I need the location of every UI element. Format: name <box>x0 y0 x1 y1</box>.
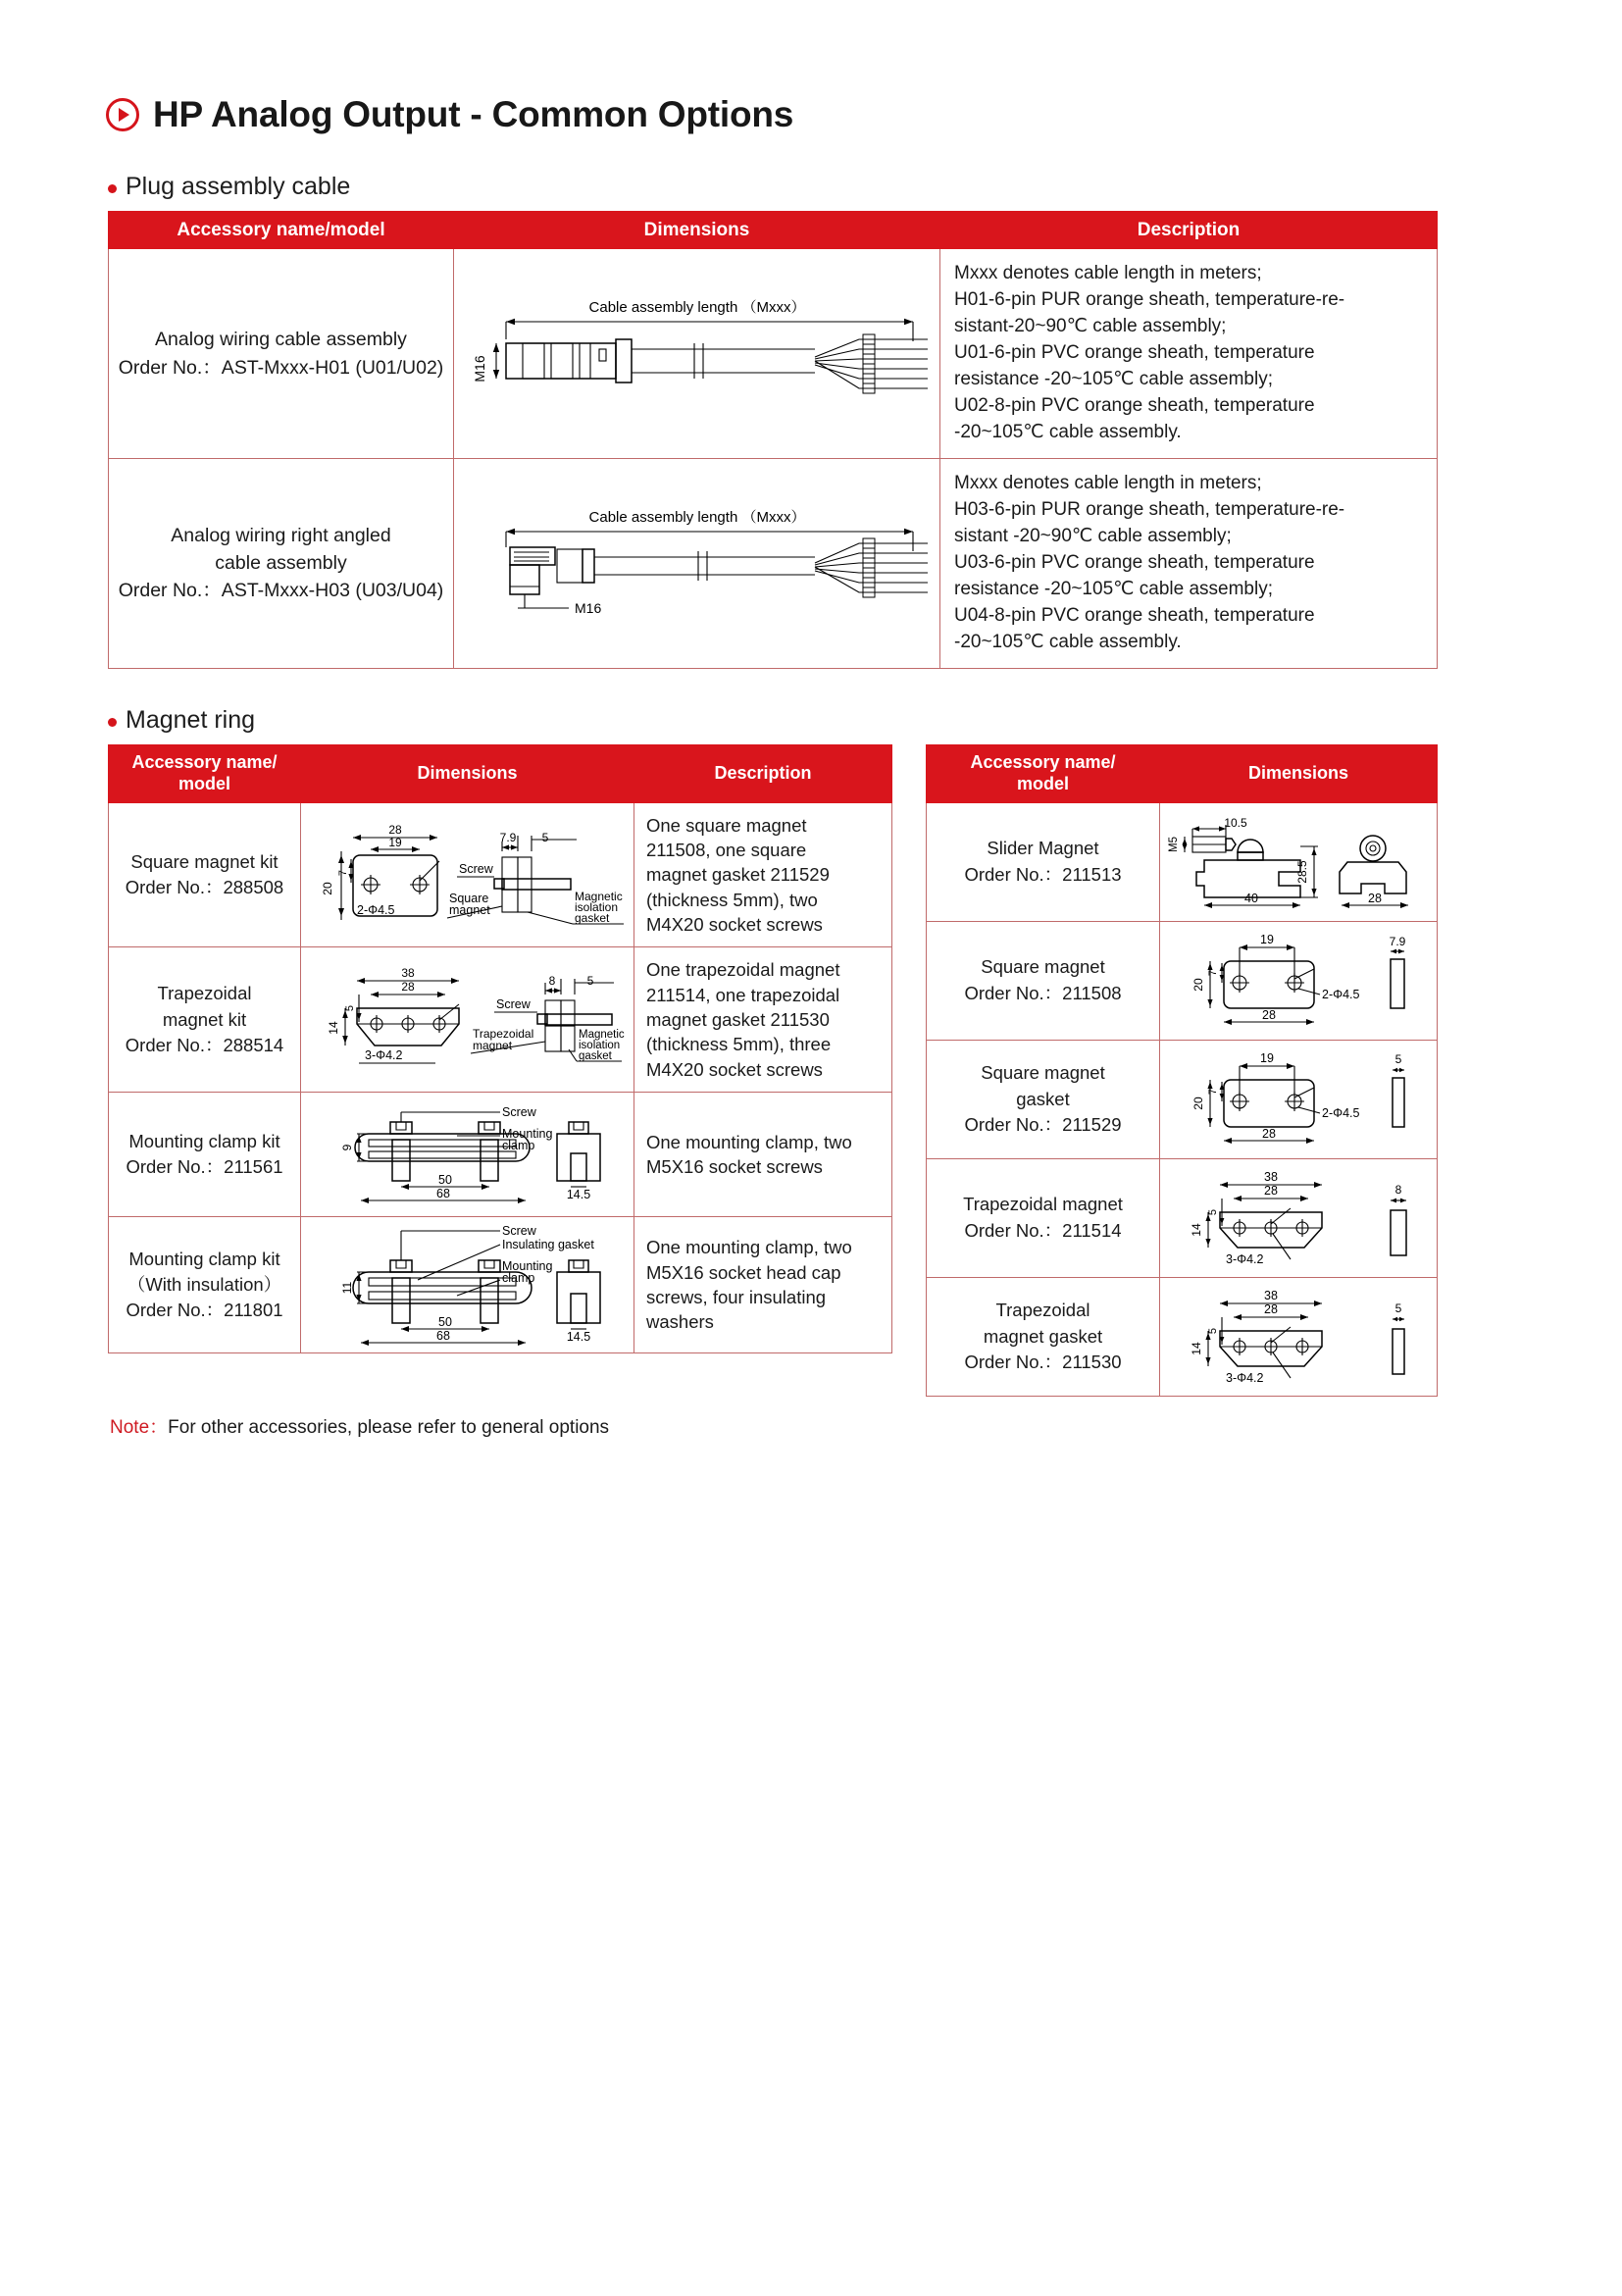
description-line: (thickness 5mm), two <box>646 889 818 910</box>
callout-insulating-gasket: Insulating gasket <box>501 1238 594 1252</box>
accessory-order-no: Order No.：211530 <box>964 1351 1122 1372</box>
description-cell <box>634 1093 892 1217</box>
callout-mounting-clamp-1: Mounting <box>501 1259 552 1274</box>
bullet-icon <box>108 718 117 727</box>
dim-20: 20 <box>1191 977 1205 992</box>
dim-hole-spec: 2-Φ4.5 <box>1322 1105 1360 1120</box>
callout-isolation-1: Magnetic <box>574 890 623 903</box>
bullet-icon <box>108 184 117 193</box>
accessory-name-cell <box>927 802 1160 921</box>
description-line: resistance -20~105℃ cable assembly; <box>954 578 1273 599</box>
table-row <box>927 1158 1438 1277</box>
description-line: U03-6-pin PVC orange sheath, temperature <box>954 551 1315 573</box>
col-header-name: Accessory name/ model <box>927 744 1160 802</box>
table-row <box>927 921 1438 1040</box>
dimension-drawing-square-magnet-gasket <box>1160 1040 1438 1158</box>
dim-68: 68 <box>435 1187 450 1201</box>
accessory-title: Mounting clamp kit <box>128 1130 280 1151</box>
callout-isolation-1: Magnetic <box>578 1028 625 1041</box>
table-row <box>927 1040 1438 1158</box>
description-line: Mxxx denotes cable length in meters; <box>954 472 1262 493</box>
description-line: screws, four insulating <box>646 1287 827 1308</box>
dim-m5: M5 <box>1168 836 1180 852</box>
dim-40: 40 <box>1244 891 1258 905</box>
accessory-order-no: Order No.：211513 <box>964 863 1122 885</box>
description-line: U02-8-pin PVC orange sheath, temperature <box>954 395 1315 417</box>
accessory-title: Trapezoidal <box>995 1300 1090 1321</box>
dim-hole-spec: 3-Φ4.2 <box>364 1047 402 1062</box>
dim-7: 7 <box>336 869 349 877</box>
note-keyword: Note： <box>110 1416 169 1438</box>
dim-14-5: 14.5 <box>566 1188 590 1202</box>
description-line: sistant -20~90℃ cable assembly; <box>954 525 1232 546</box>
col-header-dimensions: Dimensions <box>454 212 940 249</box>
dim-38: 38 <box>1264 1288 1278 1302</box>
section-label-magnet: Magnet ring <box>126 705 256 734</box>
col-header-description: Description <box>940 212 1438 249</box>
col-header-name: Accessory name/model <box>109 212 454 249</box>
accessory-title: Mounting clamp kit <box>128 1248 280 1269</box>
dim-hole-spec: 2-Φ4.5 <box>356 903 394 917</box>
dim-38: 38 <box>400 965 415 980</box>
accessory-name-cell <box>109 458 454 668</box>
col-header-dimensions: Dimensions <box>301 744 634 802</box>
description-line: One mounting clamp, two <box>646 1237 852 1258</box>
description-line: One trapezoidal magnet <box>646 959 840 981</box>
dim-5: 5 <box>1207 1327 1219 1334</box>
description-line: -20~105℃ cable assembly. <box>954 421 1182 442</box>
table-header-row <box>927 744 1438 802</box>
dim-19: 19 <box>1260 1050 1274 1065</box>
description-cell <box>634 1217 892 1353</box>
length-label: Cable assembly length （Mxxx） <box>588 508 805 526</box>
magnet-parts-table <box>926 744 1438 1397</box>
description-line: M5X16 socket screws <box>646 1156 823 1178</box>
dim-28: 28 <box>1262 1007 1276 1022</box>
table-row <box>109 458 1438 668</box>
accessory-order-no: Order No.：288514 <box>125 1034 284 1055</box>
dim-28: 28 <box>1368 891 1382 905</box>
callout-screw: Screw <box>501 1224 536 1239</box>
accessory-title: Square magnet <box>981 956 1105 978</box>
dim-7: 7 <box>1207 969 1219 976</box>
description-line: (thickness 5mm), three <box>646 1034 832 1055</box>
description-line: 211508, one square <box>646 839 807 860</box>
description-line: Mxxx denotes cable length in meters; <box>954 263 1262 284</box>
dim-hole-spec: 3-Φ4.2 <box>1226 1251 1264 1266</box>
col-header-description: Description <box>634 744 892 802</box>
table-row <box>109 947 892 1093</box>
callout-screw: Screw <box>501 1105 536 1120</box>
dimension-drawing-mounting-clamp <box>301 1093 634 1217</box>
accessory-title: Trapezoidal magnet <box>963 1194 1123 1215</box>
description-line: -20~105℃ cable assembly. <box>954 631 1182 652</box>
description-line: magnet gasket 211529 <box>646 864 830 886</box>
note-text: For other accessories, please refer to general options <box>168 1416 610 1438</box>
dimension-drawing-square-magnet <box>1160 921 1438 1040</box>
dim-7-9: 7.9 <box>499 831 516 844</box>
dim-20: 20 <box>1191 1096 1205 1110</box>
callout-isolation-3: gasket <box>574 911 609 925</box>
description-line: magnet gasket 211530 <box>646 1009 830 1031</box>
dim-7: 7 <box>1207 1088 1219 1095</box>
dim-28: 28 <box>400 979 415 994</box>
accessory-name-cell <box>927 1040 1160 1158</box>
description-line: 211514, one trapezoidal <box>646 984 840 1005</box>
accessory-name-cell <box>109 1093 301 1217</box>
dim-20: 20 <box>320 882 334 895</box>
accessory-order-no: Order No.：211508 <box>964 982 1122 1003</box>
description-line: One square magnet <box>646 814 807 836</box>
dim-8: 8 <box>548 973 555 988</box>
dim-68: 68 <box>435 1329 450 1344</box>
accessory-name-cell <box>927 1158 1160 1277</box>
table-row <box>927 802 1438 921</box>
table-row <box>109 249 1438 459</box>
dim-14: 14 <box>326 1021 340 1035</box>
dim-9: 9 <box>339 1144 354 1151</box>
dim-50: 50 <box>437 1315 452 1330</box>
accessory-title: Square magnet <box>981 1062 1105 1084</box>
connector-size-label: M16 <box>574 599 601 616</box>
accessory-name-cell <box>109 1217 301 1353</box>
dim-hole-spec: 2-Φ4.5 <box>1322 987 1360 1001</box>
accessory-title: Analog wiring right angled <box>171 524 391 546</box>
accessory-title: Slider Magnet <box>987 838 1099 859</box>
accessory-order-no: Order No.：211801 <box>126 1300 283 1321</box>
description-cell <box>634 947 892 1093</box>
section-label-plug: Plug assembly cable <box>126 173 351 200</box>
callout-isolation-3: gasket <box>578 1049 612 1062</box>
callout-screw: Screw <box>495 996 531 1011</box>
callout-mounting-clamp-2: clamp <box>501 1139 534 1153</box>
dim-14-5: 14.5 <box>566 1330 590 1345</box>
table-header-row <box>109 212 1438 249</box>
dim-19: 19 <box>387 836 402 849</box>
table-row <box>927 1277 1438 1396</box>
dim-28: 28 <box>387 823 402 837</box>
accessory-title-cont: magnet kit <box>162 1008 247 1030</box>
accessory-title: Square magnet kit <box>130 850 279 872</box>
accessory-name-cell <box>109 802 301 947</box>
datasheet-page <box>0 94 1622 2296</box>
dim-38: 38 <box>1264 1169 1278 1184</box>
section-heading-plug <box>108 173 1622 201</box>
accessory-order-no: Order No.：211529 <box>964 1113 1122 1135</box>
callout-mounting-clamp-2: clamp <box>501 1271 534 1286</box>
dim-28: 28 <box>1264 1183 1278 1198</box>
col-header-name: Accessory name/ model <box>109 744 301 802</box>
section-heading-magnet <box>108 706 1622 735</box>
dimension-drawing-straight-cable <box>454 249 940 459</box>
play-circle-icon <box>106 98 139 131</box>
accessory-name-cell <box>109 947 301 1093</box>
description-line: resistance -20~105℃ cable assembly; <box>954 369 1273 390</box>
description-line: H01-6-pin PUR orange sheath, temperature-re- <box>954 289 1345 311</box>
dimension-drawing-trapezoidal-magnet-kit <box>301 947 634 1093</box>
accessory-name-cell <box>109 249 454 459</box>
callout-square-magnet-2: magnet <box>448 903 490 917</box>
description-cell <box>940 249 1438 459</box>
dim-28-5: 28.5 <box>1295 859 1309 884</box>
description-line: M4X20 socket screws <box>646 914 823 936</box>
accessory-order-no: Order No.：211561 <box>126 1156 283 1178</box>
description-line: U04-8-pin PVC orange sheath, temperature <box>954 604 1315 626</box>
accessory-title-cont: gasket <box>1016 1088 1070 1109</box>
connector-size-label: M16 <box>471 355 487 383</box>
description-line: M5X16 socket head cap <box>646 1261 841 1283</box>
table-row <box>109 1217 892 1353</box>
dimension-drawing-trapezoidal-magnet-gasket <box>1160 1277 1438 1396</box>
dim-8: 8 <box>1394 1182 1402 1197</box>
accessory-variant: （With insulation） <box>127 1273 282 1295</box>
description-line: One mounting clamp, two <box>646 1131 852 1152</box>
dim-14: 14 <box>1190 1341 1203 1355</box>
accessory-name-cell <box>927 1277 1160 1396</box>
callout-mounting-clamp-1: Mounting <box>501 1127 552 1142</box>
accessory-title-cont: magnet gasket <box>983 1325 1103 1347</box>
dim-hole-spec: 3-Φ4.2 <box>1226 1370 1264 1385</box>
dim-5: 5 <box>343 1004 356 1011</box>
dimension-drawing-right-angle-cable <box>454 458 940 668</box>
callout-isolation-2: isolation <box>574 900 618 914</box>
description-line: H03-6-pin PUR orange sheath, temperature-re- <box>954 498 1345 520</box>
table-header-row <box>109 744 892 802</box>
accessory-order-no: Order No.：288508 <box>125 877 284 897</box>
description-cell <box>634 802 892 947</box>
accessory-order-no: Order No.：AST-Mxxx-H01 (U01/U02) <box>118 356 444 379</box>
callout-trapezoidal-2: magnet <box>472 1038 512 1052</box>
dim-28: 28 <box>1262 1126 1276 1141</box>
dimension-drawing-slider-magnet <box>1160 802 1438 921</box>
callout-isolation-2: isolation <box>578 1039 620 1051</box>
dim-19: 19 <box>1260 932 1274 946</box>
callout-square-magnet: Square <box>448 892 488 905</box>
dim-14: 14 <box>1190 1222 1203 1237</box>
callout-screw: Screw <box>458 862 493 876</box>
plug-assembly-table <box>108 211 1438 669</box>
dim-7-9: 7.9 <box>1389 934 1406 948</box>
page-title <box>106 94 1622 135</box>
table-row <box>109 1093 892 1217</box>
table-row <box>109 802 892 947</box>
dimension-drawing-mounting-clamp-insulated <box>301 1217 634 1353</box>
dimension-drawing-square-magnet-kit <box>301 802 634 947</box>
description-line: M4X20 socket screws <box>646 1058 823 1080</box>
dim-11: 11 <box>339 1281 354 1295</box>
length-label: Cable assembly length （Mxxx） <box>588 299 805 317</box>
callout-trapezoidal-1: Trapezoidal <box>472 1026 533 1041</box>
dim-50: 50 <box>437 1173 452 1188</box>
accessory-title-cont: cable assembly <box>215 552 347 575</box>
description-line: washers <box>646 1311 714 1333</box>
dim-5: 5 <box>1394 1051 1402 1066</box>
accessory-title: Analog wiring cable assembly <box>155 329 407 351</box>
page-title-text: HP Analog Output - Common Options <box>153 94 794 134</box>
description-line: U01-6-pin PVC orange sheath, temperature <box>954 342 1315 364</box>
accessory-order-no: Order No.：211514 <box>964 1219 1122 1241</box>
description-cell <box>940 458 1438 668</box>
dim-5b: 5 <box>586 973 593 988</box>
accessory-order-no: Order No.：AST-Mxxx-H03 (U03/U04) <box>118 580 444 602</box>
dim-5b: 5 <box>1394 1301 1402 1315</box>
accessory-title: Trapezoidal <box>157 983 252 1004</box>
dimension-drawing-trapezoidal-magnet <box>1160 1158 1438 1277</box>
dim-5: 5 <box>541 831 548 844</box>
dim-10-5: 10.5 <box>1224 815 1247 830</box>
accessory-name-cell <box>927 921 1160 1040</box>
magnet-kit-table <box>108 744 892 1353</box>
dim-28: 28 <box>1264 1301 1278 1316</box>
description-line: sistant-20~90℃ cable assembly; <box>954 316 1227 337</box>
col-header-dimensions: Dimensions <box>1160 744 1438 802</box>
footer-note <box>110 1412 1622 1439</box>
dim-5: 5 <box>1207 1208 1219 1215</box>
